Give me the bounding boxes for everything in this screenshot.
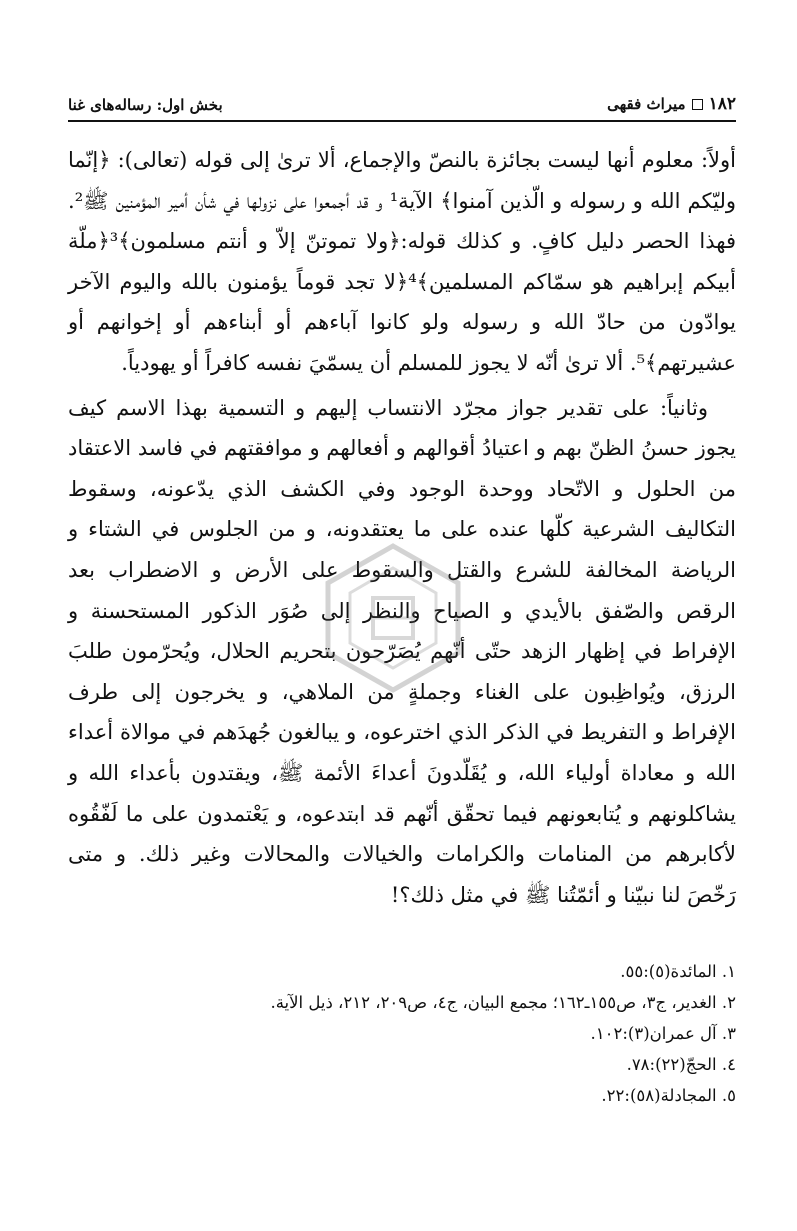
document-page: [68, 78, 737, 1105]
header-rule: [68, 120, 736, 122]
book-title: میراث فقهی: [607, 95, 686, 113]
footnote-item: ٣. آل عمران(٣):١٠٢.: [590, 1024, 736, 1043]
footnote-item: ١. المائدة(٥):٥٥.: [620, 962, 736, 981]
footnote-item: ٥. المجادلة(٥٨):٢٢.: [601, 1086, 736, 1105]
body-text: [68, 140, 736, 915]
footnotes: [68, 956, 736, 1111]
header-book-info: [607, 94, 736, 114]
footnote-item: ٢. الغدير، ج٣، ص١٥٥ـ١٦٢؛ مجمع البيان، ج٤، ص٢٠٩، ٢١٢، ذيل الآية.: [270, 993, 736, 1012]
section-title: بخش اول: رسالەهای غنا: [68, 96, 223, 114]
page-number: ۱۸۲: [708, 94, 736, 114]
library-seal-watermark: [318, 538, 468, 698]
paragraph-first: أولاً: معلوم أنها ليست بجائزة بالنصّ والإجماع، ألا ترىٰ إلى قوله (تعالى): ﴿إنّما وليّكم الله و رسوله و الّذين آمنوا﴾ الآية¹ و قد أجمعوا على نزولها في شأن أمير المؤمنين ﷺ². فهذا الحصر دليل كافٍ. و كذلك قوله:﴿ولا تموتنّ إلاّ و أنتم مسلمون﴾³﴿ملّة أبيكم إبراهيم هو سمّاكم المسلمين﴾⁴﴿لا تجد قوماً يؤمنون بالله واليوم الآخر يوادّون من حادّ الله و رسوله ولو كانوا آباءهم أو أبناءهم أو إخوانهم أو عشيرتهم﴾⁵. ألا ترىٰ أنّه لا يجوز للمسلم أن يسمّيَ نفسه كافراً أو يهودياً.: [68, 148, 736, 375]
running-header: [68, 78, 736, 114]
footnote-item: ٤. الحجّ(٢٢):٧٨.: [626, 1055, 736, 1074]
paragraph-second: وثانياً: على تقدير جواز مجرّد الانتساب إليهم و التسمية بهذا الاسم كيف يجوز حسنُ الظنّ بهم و اعتيادُ أقوالهم و أفعالهم و موافقتهم في فاسد الاعتقاد من الحلول و الاتّحاد ووحدة الوجود وفي الكشف الذي يدّعونه، وسقوط التكاليف الشرعية كلّها عنده على ما يعتقدونه، و من الجلوس في الشتاء و الرياضة المخالفة للشرع والقتل والسقوط على الأرض و الاضطراب بعد الرقص والصّفق بالأيدي و الصياح والنظر إلى صُوَر الذكور المستحسنة و الإفراط في إظهار الزهد حتّى أنّهم يُصَرّحون بتحريم الحلال، ويُحرّمون طلبَ الرزق، ويُواظِبون على الغناء وجملةٍ من الملاهي، و يخرجون إلى طرف الإفراط و التفريط في الذكر الذي اخترعوه، و يبالغون جُهدَهم في موالاة أعداء الله و معاداة أولياء الله، و يُقَلّدونَ أعداءَ الأئمة ﷺ، ويقتدون بأعداء الله و يشاكلونهم و يُتابعونهم فيما تحقّق أنّهم قد ابتدعوه، و يَعْتمدون على ما لَفّقُوه لأكابرهم من المنامات والكرامات والخيالات والمحالات وغير ذلك. و متى رَخّصَ لنا نبيّنا و أئمّتُنا ﷺ في مثل ذلك؟!: [68, 395, 737, 907]
square-separator-icon: [692, 99, 703, 110]
